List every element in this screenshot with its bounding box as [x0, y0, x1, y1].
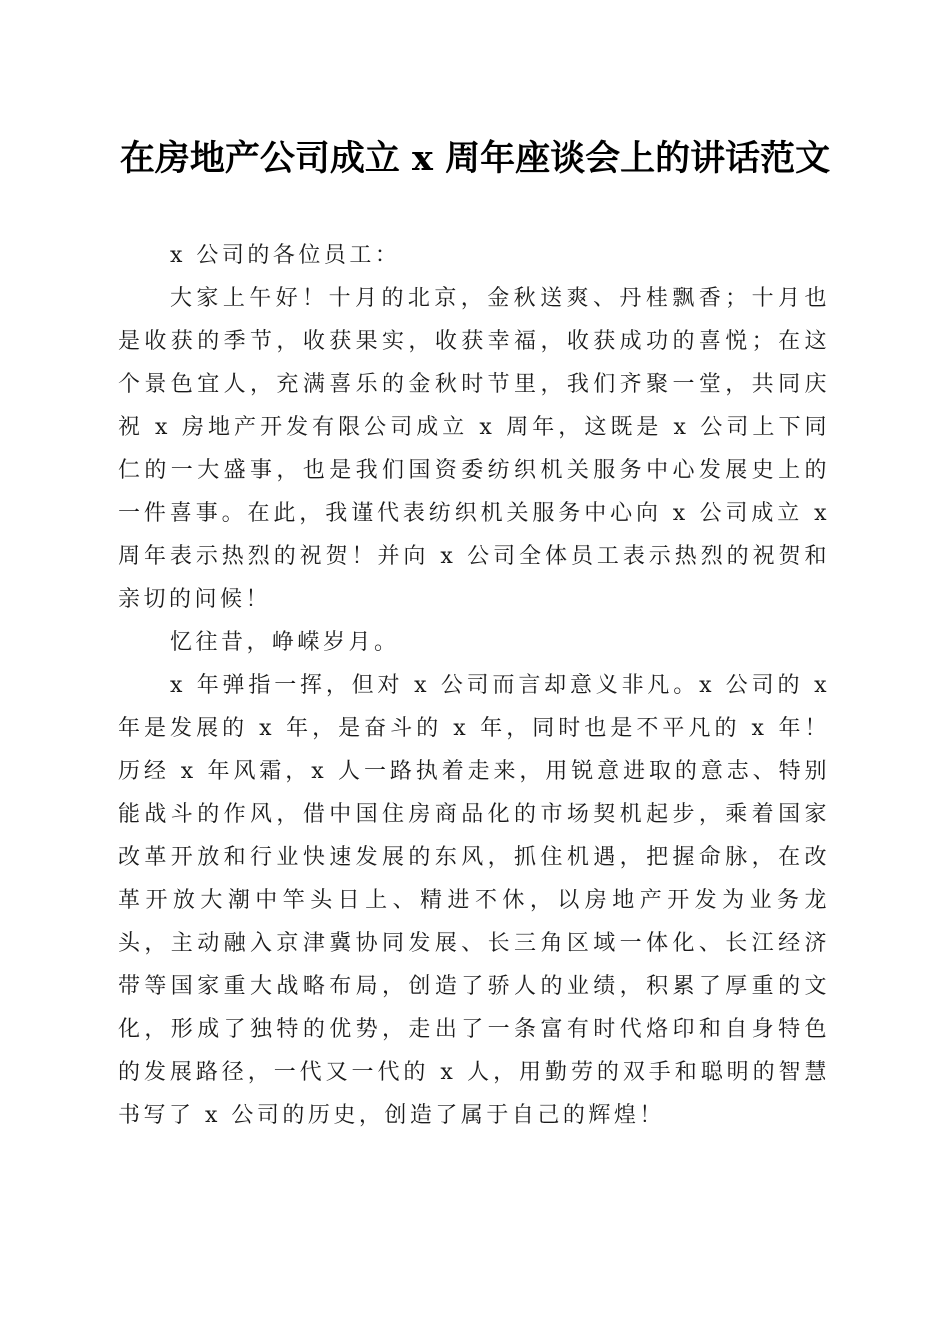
document-title: 在房地产公司成立 x 周年座谈会上的讲话范文	[119, 138, 831, 179]
history-paragraph: x 年弹指一挥，但对 x 公司而言却意义非凡。x 公司的 x 年是发展的 x 年，是奋斗的 x 年，同时也是不平凡的 x 年！历经 x 年风霜，x 人一路执着走来，用锐意进取的意志、特别能战斗的作风，借中国住房商品化的市场契机起步，乘着国家改革开放和行业快速发展的东风，抓住机遇，把握命脉，在改革开放大潮中竿头日上、精进不休，以房地产开发为业务龙头，主动融入京津冀协同发展、长三角区域一体化、长江经济带等国家重大战略布局，创造了骄人的业绩，积累了厚重的文化，形成了独特的优势，走出了一条富有时代烙印和自身特色的发展路径，一代又一代的 x 人，用勤劳的双手和聪明的智慧书写了 x 公司的历史，创造了属于自己的辉煌！	[118, 673, 830, 1128]
greeting-paragraph: 大家上午好！十月的北京，金秋送爽、丹桂飘香；十月也是收获的季节，收获果实，收获幸福，收获成功的喜悦；在这个景色宜人，充满喜乐的金秋时节里，我们齐聚一堂，共同庆祝 x 房地产开发有限公司成立 x 周年，这既是 x 公司上下同仁的一大盛事，也是我们国资委纺织机关服务中心发展史上的一件喜事。在此，我谨代表纺织机关服务中心向 x 公司成立 x 周年表示热烈的祝贺！并向 x 公司全体员工表示热烈的祝贺和亲切的问候！	[118, 286, 830, 612]
salutation-paragraph: x 公司的各位员工：	[170, 243, 401, 268]
section-heading-paragraph: 忆往昔，峥嵘岁月。	[170, 630, 400, 655]
document-body	[118, 234, 830, 1137]
